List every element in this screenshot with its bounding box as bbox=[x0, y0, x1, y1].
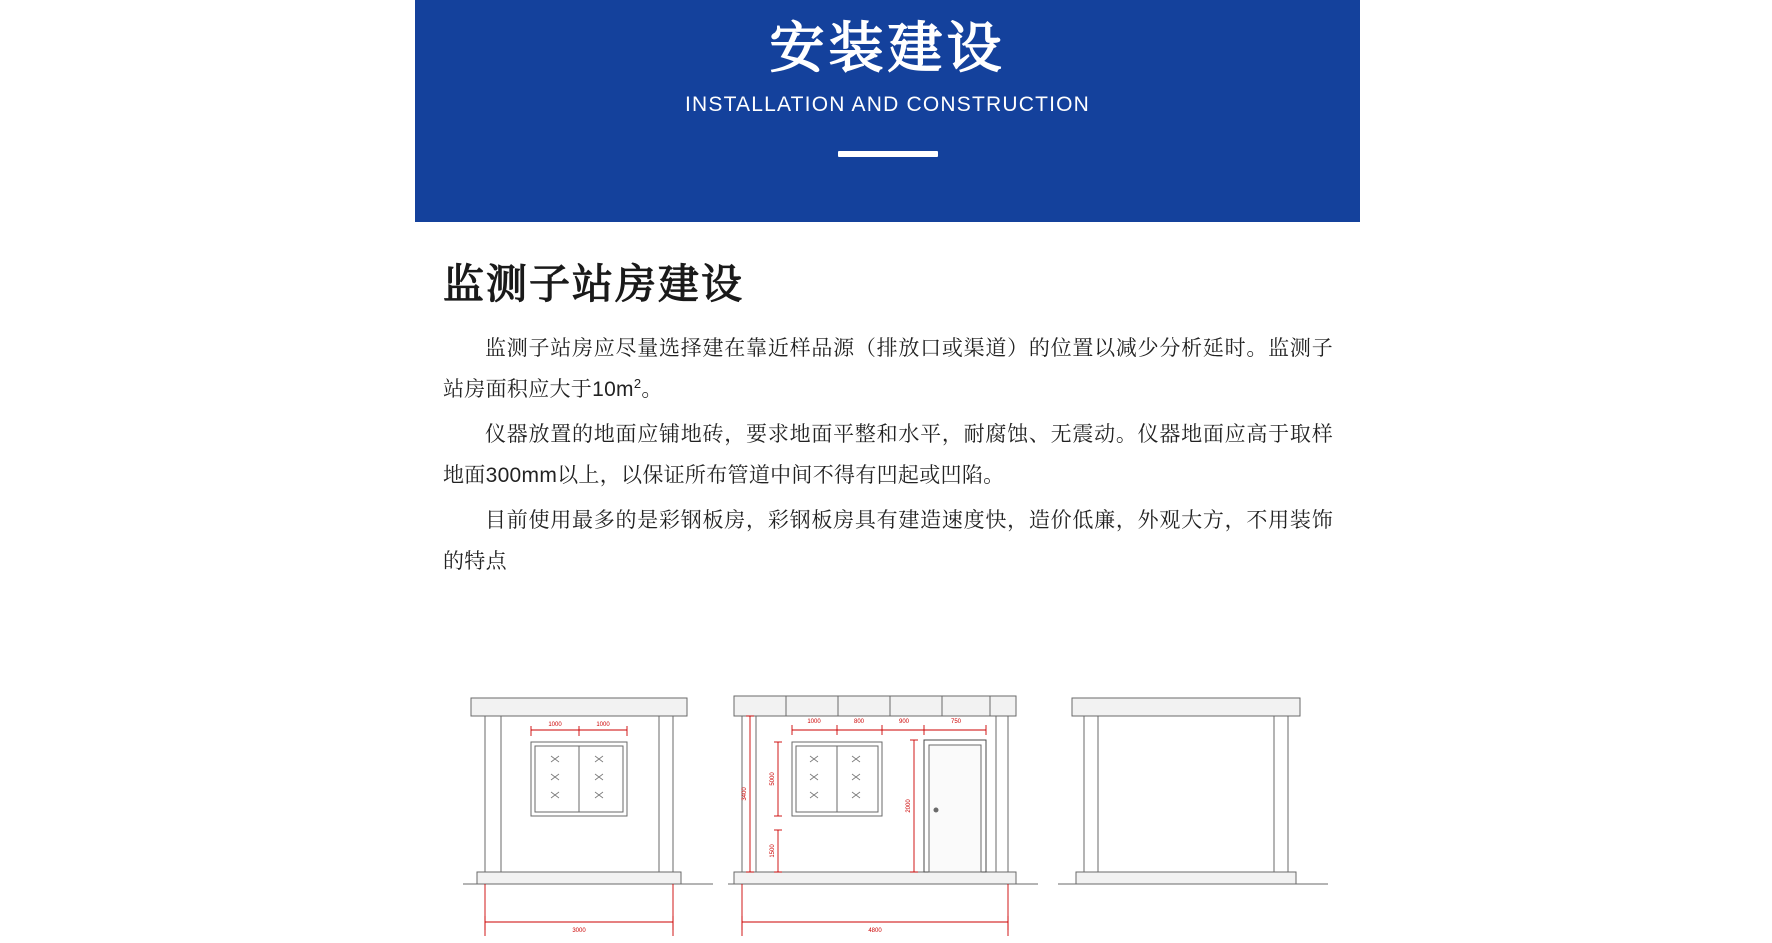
dim-label: 900 bbox=[898, 719, 910, 725]
dim-label: 1000 bbox=[596, 722, 610, 728]
elevation-front-window bbox=[463, 690, 713, 943]
page-title: 监测子站房建设 bbox=[443, 261, 744, 307]
dim-label: 2000 bbox=[906, 799, 912, 813]
dim-label: 1500 bbox=[770, 844, 776, 858]
dim-label: 5000 bbox=[770, 772, 776, 786]
dim-label: 3400 bbox=[742, 787, 748, 801]
dim-label: 1000 bbox=[807, 719, 821, 725]
banner-subtitle: INSTALLATION AND CONSTRUCTION bbox=[684, 92, 1091, 116]
banner-title: 安装建设 bbox=[769, 17, 1006, 79]
paragraph-3: 目前使用最多的是彩钢板房，彩钢板房具有建造速度快，造价低廉，外观大方，不用装饰的特点 bbox=[443, 509, 1333, 573]
banner-divider bbox=[838, 151, 938, 157]
paragraph-1-tail: 。 bbox=[641, 378, 663, 402]
dim-label: 3000 bbox=[572, 928, 586, 934]
elevation-side-window-door bbox=[728, 690, 1038, 943]
paragraph-1 bbox=[443, 329, 1333, 411]
paragraph-1-superscript: 2 bbox=[633, 376, 642, 392]
dim-label: 4800 bbox=[868, 928, 882, 934]
elevation-blank-wall bbox=[1058, 690, 1328, 943]
banner bbox=[415, 0, 1360, 222]
dim-label: 800 bbox=[853, 719, 865, 725]
paragraph-1-text: 监测子站房应尽量选择建在靠近样品源（排放口或渠道）的位置以减少分析延时。监测子站房面积应大于10m bbox=[443, 337, 1333, 402]
dim-label: 1000 bbox=[548, 722, 562, 728]
paragraph-2: 仪器放置的地面应铺地砖，要求地面平整和水平，耐腐蚀、无震动。仪器地面应高于取样地面300mm以上，以保证所布管道中间不得有凹起或凹陷。 bbox=[443, 423, 1333, 488]
content-body bbox=[443, 258, 1333, 587]
dim-label: 750 bbox=[950, 719, 962, 725]
drawings-row bbox=[443, 690, 1343, 943]
